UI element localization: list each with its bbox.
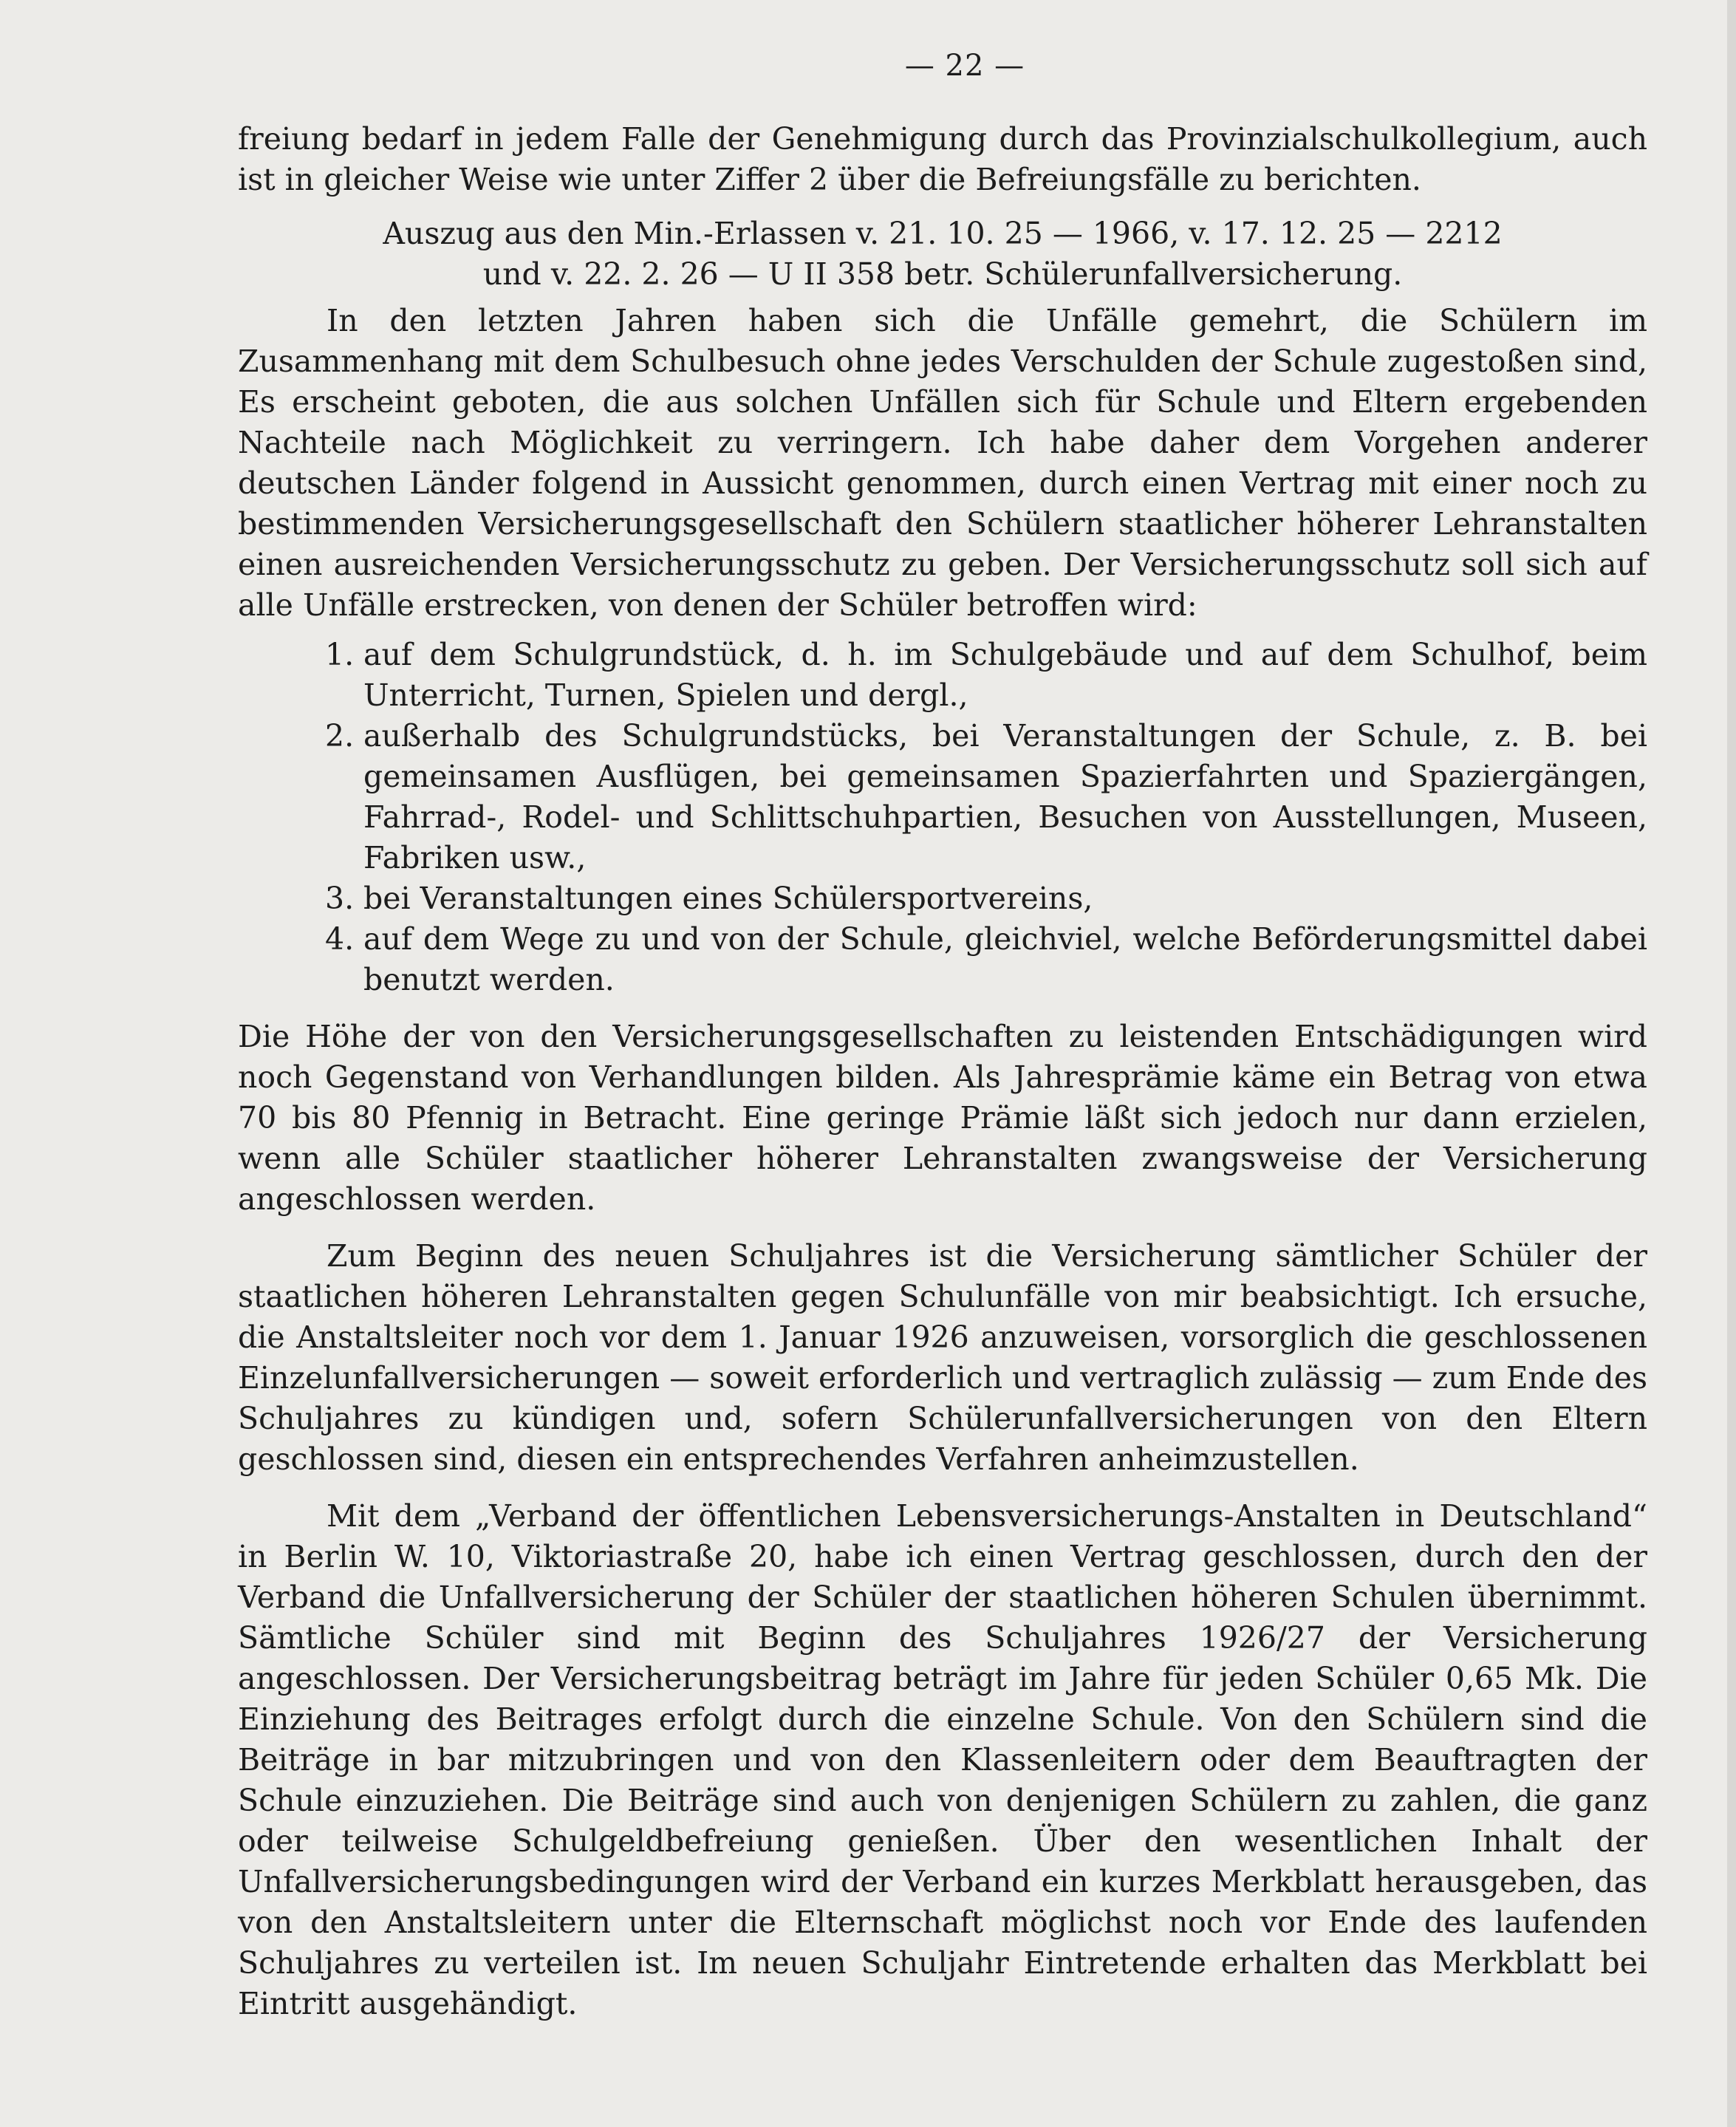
list-text: auf dem Schulgrundstück, d. h. im Schulgebäude und auf dem Schulhof, beim Unterricht, Turnen, Spielen und dergl.,: [363, 637, 1647, 713]
list-number: 3.: [325, 881, 355, 916]
list-item: [238, 878, 1647, 919]
list-text: außerhalb des Schulgrundstücks, bei Veranstaltungen der Schule, z. B. bei gemeinsamen Ausflügen, bei gemeinsamen Spazierfahrten und Spaziergängen, Fahrrad-, Rodel- und Schlittschuhpartien, Besuchen von Ausstellungen, Museen, Fabriken usw.,: [363, 718, 1647, 875]
heading-line-2: und v. 22. 2. 26 — U II 358 betr. Schülerunfallversicherung.: [482, 256, 1403, 292]
paragraph-3: Zum Beginn des neuen Schuljahres ist die Versicherung sämtlicher Schüler der staatlichen höheren Lehranstalten gegen Schulunfälle von mir beabsichtigt. Ich ersuche, die Anstaltsleiter noch vor dem 1. Januar 1926 anzuweisen, vorsorglich die geschlossenen Einzelunfallversicherungen — soweit erforderlich und vertraglich zulässig — zum Ende des Schuljahres zu kündigen und, sofern Schülerunfallversicherungen von den Eltern geschlossen sind, diesen ein entsprechendes Verfahren anheimzustellen.: [238, 1238, 1647, 1477]
paragraph-2: Die Höhe der von den Versicherungsgesellschaften zu leistenden Entschädigungen wird noch Gegenstand von Verhandlungen bilden. Als Jahresprämie käme ein Betrag von etwa 70 bis 80 Pfennig in Betracht. Eine geringe Prämie läßt sich jedoch nur dann erzielen, wenn alle Schüler staatlicher höherer Lehranstalten zwangsweise der Versicherung angeschlossen werden.: [238, 1019, 1647, 1217]
intro-paragraph: freiung bedarf in jedem Falle der Genehmigung durch das Provinzialschulkollegium, auch ist in gleicher Weise wie unter Ziffer 2 über die Befreiungsfälle zu berichten.: [238, 121, 1647, 197]
list-item: [238, 919, 1647, 1000]
list-text: bei Veranstaltungen eines Schülersportvereins,: [363, 881, 1093, 916]
paragraph-1: In den letzten Jahren haben sich die Unfälle gemehrt, die Schülern im Zusammenhang mit dem Schulbesuch ohne jedes Verschulden der Schule zugestoßen sind, Es erscheint geboten, die aus solchen Unfällen sich für Schule und Eltern ergebenden Nachteile nach Möglichkeit zu verringern. Ich habe daher dem Vorgehen anderer deutschen Länder folgend in Aussicht genommen, durch einen Vertrag mit einer noch zu bestimmenden Versicherungsgesellschaft den Schülern staatlicher höherer Lehranstalten einen ausreichenden Versicherungsschutz zu geben. Der Versicherungsschutz soll sich auf alle Unfälle erstrecken, von denen der Schüler betroffen wird:: [238, 303, 1647, 623]
page-number: — 22 —: [904, 49, 1025, 83]
heading-line-1: Auszug aus den Min.-Erlassen v. 21. 10. 25 — 1966, v. 17. 12. 25 — 2212: [383, 216, 1503, 251]
list-number: 2.: [325, 718, 355, 754]
accident-list: [238, 635, 1647, 1000]
paragraph-4: Mit dem „Verband der öffentlichen Lebensversicherungs-Anstalten in Deutschland“ in Berlin W. 10, Viktoriastraße 20, habe ich einen Vertrag geschlossen, durch den der Verband die Unfallversicherung der Schüler der staatlichen höheren Schulen übernimmt. Sämtliche Schüler sind mit Beginn des Schuljahres 1926/27 der Versicherung angeschlossen. Der Versicherungsbeitrag beträgt im Jahre für jeden Schüler 0,65 Mk. Die Einziehung des Beitrages erfolgt durch die einzelne Schule. Von den Schülern sind die Beiträge in bar mitzubringen und von den Klassenleitern oder dem Beauftragten der Schule einzuziehen. Die Beiträge sind auch von denjenigen Schülern zu zahlen, die ganz oder teilweise Schulgeldbefreiung genießen. Über den wesentlichen Inhalt der Unfallversicherungsbedingungen wird der Verband ein kurzes Merkblatt herausgeben, das von den Anstaltsleitern unter die Elternschaft möglichst noch vor Ende des laufenden Schuljahres zu verteilen ist. Im neuen Schuljahr Eintretende erhalten das Merkblatt bei Eintritt ausgehändigt.: [238, 1498, 1647, 2021]
list-number: 1.: [325, 637, 355, 672]
section-heading: [238, 214, 1647, 295]
list-text: auf dem Wege zu und von der Schule, gleichviel, welche Beförderungsmittel dabei benutzt werden.: [363, 921, 1647, 997]
list-item: [238, 716, 1647, 878]
list-number: 4.: [325, 921, 355, 957]
list-item: [238, 635, 1647, 716]
